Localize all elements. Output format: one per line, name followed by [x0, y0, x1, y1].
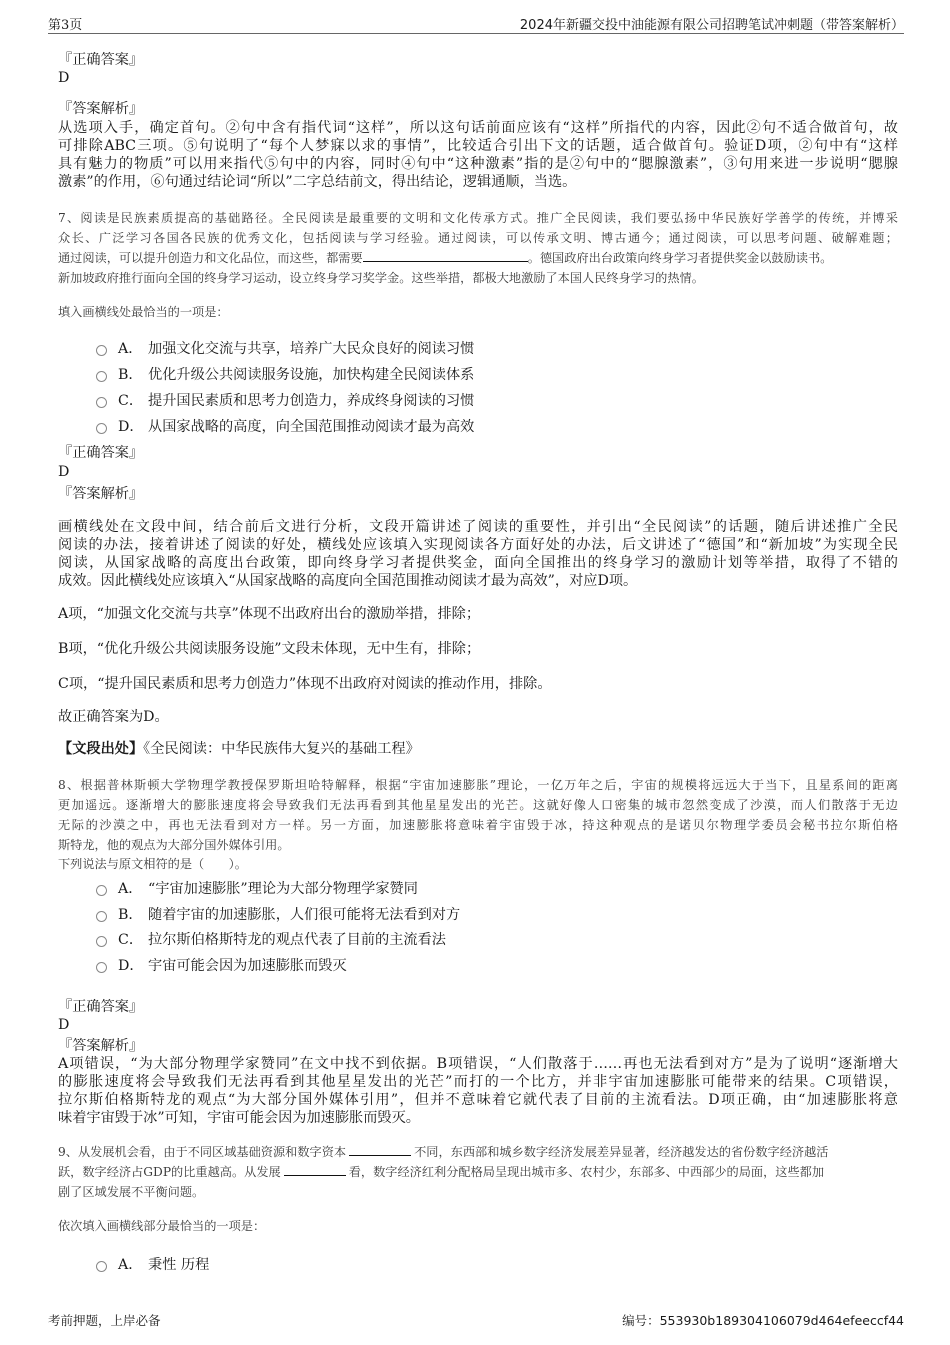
- fill-blank: [349, 1143, 411, 1156]
- radio-icon[interactable]: [96, 911, 107, 922]
- q6-analysis-line: 具有魅力的物质”可以用来指代⑤句中的内容，同时④句中“这种激素”指的是②句中的“腮腺激素”，③句用来进一步说明“腮腺: [58, 156, 898, 172]
- radio-icon[interactable]: [96, 397, 107, 408]
- q7-stem-line: 通过阅读，可以提升创造力和文化品位，而这些，都需要 。德国政府出台政策向终身学习者提供奖金以鼓励读书。: [58, 251, 833, 265]
- q8-prompt: 下列说法与原文相符的是（ ）。: [58, 857, 247, 871]
- q7-option-c[interactable]: C． 提升国民素质和思考力创造力，养成终身阅读的习惯: [96, 390, 474, 410]
- q7-answer: D: [58, 464, 70, 480]
- q7-stem-line: 众长、广泛学习各国各民族的优秀文化，包括阅读与学习经验。通过阅读，可以传承文明、博古通今；通过阅读，可以思考问题、破解难题；: [58, 231, 898, 245]
- q9-prompt: 依次填入画横线部分最恰当的一项是：: [58, 1219, 266, 1233]
- q8-option-a[interactable]: A． “宇宙加速膨胀”理论为大部分物理学家赞同: [96, 878, 418, 898]
- radio-icon[interactable]: [96, 345, 107, 356]
- q7-analysis-line: 成效。因此横线处应该填入“从国家战略的高度向全国范围推动阅读才最为高效”，对应D项。: [58, 573, 638, 589]
- q7-option-b[interactable]: B． 优化升级公共阅读服务设施，加快构建全民阅读体系: [96, 364, 474, 384]
- q9-stem-line: 跃，数字经济占GDP的比重越高。从发展 看，数字经济红利分配格局呈现出城市多、农村少，东部多、中西部少的局面，这些都加: [58, 1165, 825, 1179]
- radio-icon[interactable]: [96, 423, 107, 434]
- q7-note: B项，“优化升级公共阅读服务设施”文段未体现，无中生有，排除；: [58, 641, 481, 657]
- q8-answer-label: 『正确答案』: [58, 999, 144, 1015]
- q7-analysis-line: 阅读的办法，接着讲述了阅读的好处，横线处应该填入实现阅读各方面好处的办法，后文讲述了“德国”和“新加坡”为实现全民: [58, 537, 898, 553]
- q7-note: C项，“提升国民素质和思考力创造力”体现不出政府对阅读的推动作用，排除。: [58, 676, 552, 692]
- radio-icon[interactable]: [96, 1261, 107, 1272]
- q6-analysis-label: 『答案解析』: [58, 101, 144, 117]
- q6-analysis-line: 激素”的作用，⑥句通过结论词“所以”二字总结前文，得出结论，逻辑通顺，当选。: [58, 174, 577, 190]
- q9-stem-line: 9、从发展机会看，由于不同区域基础资源和数字资本 不同，东西部和城乡数字经济发展差异显著，经济越发达的省份数字经济越活: [58, 1145, 829, 1159]
- q8-analysis-line: 的膨胀速度将会导致我们无法再看到其他星星发出的光芒”而打的一个比方，并非宇宙加速膨胀可能带来的结果。C项错误，: [58, 1074, 898, 1090]
- q7-answer-label: 『正确答案』: [58, 445, 144, 461]
- q8-stem-line: 更加遥远。逐渐增大的膨胀速度将会导致我们无法再看到其他星星发出的光芒。这就好像人口密集的城市忽然变成了沙漠，而人们散落于无边: [58, 798, 898, 812]
- q8-analysis-line: A项错误，“为大部分物理学家赞同”在文中找不到依据。B项错误，“人们散落于……再也无法看到对方”是为了说明“逐渐增大: [58, 1056, 898, 1072]
- q7-analysis-line: 画横线处在文段中间，结合前后文进行分析，文段开篇讲述了阅读的重要性，并引出“全民阅读”的话题，随后讲述推广全民: [58, 519, 898, 535]
- q7-prompt: 填入画横线处最恰当的一项是：: [58, 305, 229, 319]
- q8-stem-line: 斯特龙，他的观点为大部分国外媒体引用。: [58, 838, 290, 852]
- q7-analysis-label: 『答案解析』: [58, 486, 144, 502]
- q7-analysis-line: 阅读，从国家战略的高度出台政策，即向终身学习者提供奖金，面向全国推出的终身学习的激励计划等举措，取得了不错的: [58, 555, 898, 571]
- fill-blank: [284, 1163, 346, 1176]
- q8-option-b[interactable]: B． 随着宇宙的加速膨胀，人们很可能将无法看到对方: [96, 904, 460, 924]
- q7-option-d[interactable]: D． 从国家战略的高度，向全国范围推动阅读才最为高效: [96, 416, 474, 436]
- page-number: 第3页: [48, 18, 83, 33]
- document-title: 2024年新疆交投中油能源有限公司招聘笔试冲刺题（带答案解析）: [519, 18, 904, 33]
- radio-icon[interactable]: [96, 962, 107, 973]
- q7-stem-line: 7、阅读是民族素质提高的基础路径。全民阅读是最重要的文明和文化传承方式。推广全民阅读，我们要弘扬中华民族好学善学的传统，并博采: [58, 211, 898, 225]
- q7-source: [58, 740, 902, 758]
- q6-analysis-line: 从选项入手，确定首句。②句中含有指代词“这样”，所以这句话前面应该有“这样”所指代的内容，因此②句不适合做首句，故: [58, 120, 898, 136]
- q9-stem-line: 剧了区域发展不平衡问题。: [58, 1185, 205, 1199]
- fill-blank: [363, 249, 528, 262]
- source-text: 《全民阅读：中华民族伟大复兴的基础工程》: [143, 741, 420, 757]
- document-id: 编号：553930b189304106079d464efeeccf44: [622, 1313, 904, 1328]
- q6-analysis-line: 可排除ABC三项。⑤句说明了“每个人梦寐以求的事情”，比较适合引出下文的话题，适合做首句。验证D项，②句中有“这样: [58, 138, 898, 154]
- q8-option-d[interactable]: D． 宇宙可能会因为加速膨胀而毁灭: [96, 955, 347, 975]
- q6-answer-label: 『正确答案』: [58, 52, 144, 68]
- q7-conclusion: 故正确答案为D。: [58, 709, 169, 725]
- source-label: 【文段出处】: [58, 741, 144, 757]
- q8-option-c[interactable]: C． 拉尔斯伯格斯特龙的观点代表了目前的主流看法: [96, 929, 446, 949]
- q9-option-a[interactable]: A． 秉性 历程: [96, 1254, 209, 1274]
- q8-stem-line: 8、根据普林斯顿大学物理学教授保罗斯坦哈特解释，根据“宇宙加速膨胀”理论，一亿万年之后，宇宙的规模将远远大于当下，且星系间的距离: [58, 778, 898, 792]
- radio-icon[interactable]: [96, 936, 107, 947]
- q7-note: A项，“加强文化交流与共享”体现不出政府出台的激励举措，排除；: [58, 606, 481, 622]
- q7-option-a[interactable]: A． 加强文化交流与共享，培养广大民众良好的阅读习惯: [96, 338, 474, 358]
- q8-stem-line: 无际的沙漠之中，再也无法看到对方一样。另一方面，加速膨胀将意味着宇宙毁于冰，持这种观点的是诺贝尔物理学委员会秘书拉尔斯伯格: [58, 818, 898, 832]
- page-header: [48, 11, 904, 34]
- q7-stem-line: 新加坡政府推行面向全国的终身学习运动，设立终身学习奖学金。这些举措，都极大地激励了本国人民终身学习的热情。: [58, 271, 704, 285]
- radio-icon[interactable]: [96, 371, 107, 382]
- footer-slogan: 考前押题，上岸必备: [48, 1313, 161, 1328]
- q6-answer: D: [58, 70, 70, 86]
- q8-analysis-line: 味着宇宙毁于冰”可知，宇宙可能会因为加速膨胀而毁灭。: [58, 1110, 420, 1126]
- q8-answer: D: [58, 1017, 70, 1033]
- q8-analysis-label: 『答案解析』: [58, 1038, 144, 1054]
- q8-analysis-line: 拉尔斯伯格斯特龙的观点“为大部分国外媒体引用”，但并不意味着它就代表了目前的主流看法。D项正确，由“加速膨胀将意: [58, 1092, 898, 1108]
- radio-icon[interactable]: [96, 885, 107, 896]
